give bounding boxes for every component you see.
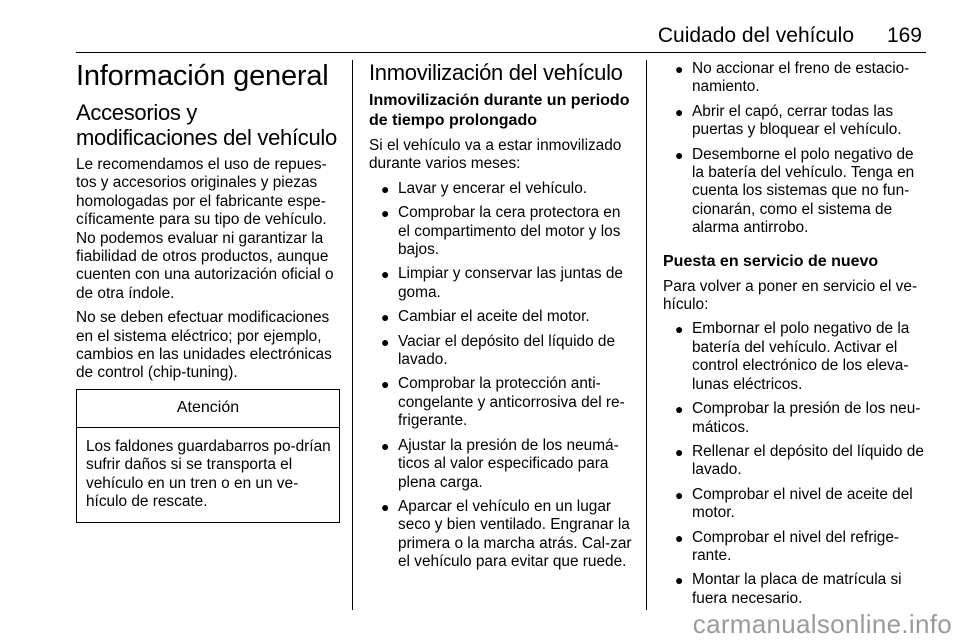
column-1: [76, 60, 340, 523]
bullet-list: [369, 180, 633, 572]
bullet-icon: ●: [675, 486, 684, 503]
bullet-icon: ●: [675, 61, 684, 77]
notice-box: [76, 389, 340, 523]
bullet-icon: ●: [381, 205, 390, 222]
bullet-icon: ●: [381, 376, 390, 393]
bullet-icon: ●: [675, 572, 684, 589]
bullet-icon: ●: [381, 498, 390, 515]
list-item: ● Comprobar la cera protectora en el compartimento del motor y los bajos.: [381, 204, 621, 259]
watermark: carmanualsonline.info: [692, 609, 952, 639]
list-item: ● Embornar el polo negativo de la batería del vehículo. Activar el control electrónico de los eleva-lunas eléctricos.: [675, 320, 910, 393]
list-item: ● No accionar el freno de estacio-namiento.: [675, 60, 910, 96]
paragraph: Si el vehículo va a estar inmovilizado durante varios meses:: [369, 137, 622, 173]
notice-body: Los faldones guardabarros po-drían sufrir daños si se transporta el vehículo en un tren o en un ve-hículo de rescate.: [86, 437, 331, 511]
list-item: ● Comprobar la presión de los neu-máticos.: [675, 400, 921, 436]
paragraph: Para volver a poner en servicio el ve-hículo:: [663, 277, 918, 314]
paragraph: Le recomendamos el uso de repues-tos y accesorios originales y piezas homologadas por el fabricante espe-cíficamente para su tipo de vehículo. No podemos evaluar ni garantizar la fiabilidad de otros productos, aunque cuenten con una autorización oficial o de otra índole.: [76, 156, 334, 302]
bullet-icon: ●: [675, 529, 684, 546]
bullet-icon: ●: [675, 443, 684, 460]
list-item: ● Ajustar la presión de los neumá-ticos al valor especificado para plena carga.: [381, 436, 619, 491]
list-item: ● Comprobar el nivel del refrige-rante.: [675, 528, 900, 564]
list-item: ● Cambiar el aceite del motor.: [381, 308, 590, 326]
page-header: [76, 20, 926, 53]
subsection-title: Inmovilización del vehículo: [369, 60, 623, 85]
list-item: ● Abrir el capó, cerrar todas las puertas y bloquear el vehículo.: [675, 102, 902, 139]
bullet-icon: ●: [381, 309, 390, 326]
column-divider: [352, 60, 353, 610]
list-item: ● Limpiar y conservar las juntas de goma.: [381, 265, 623, 301]
topic-heading: Inmovilización durante un periodo de tiempo prolongado: [369, 92, 630, 129]
subsection-title: Accesorios y modificaciones del vehículo: [76, 100, 337, 150]
list-item: ● Comprobar la protección anti-congelante y anticorrosiva del re-frigerante.: [381, 375, 625, 430]
bullet-list: [663, 60, 927, 238]
list-item: ● Montar la placa de matrícula si fuera necesario.: [675, 571, 902, 607]
page-number: 169: [886, 24, 922, 47]
topic-heading: Puesta en servicio de nuevo: [663, 252, 879, 270]
bullet-list: [663, 320, 927, 608]
list-item: ● Lavar y encerar el vehículo.: [381, 179, 588, 197]
bullet-icon: ●: [381, 333, 390, 350]
list-item: ● Aparcar el vehículo en un lugar seco y bien ventilado. Engranar la primera o la marcha atrás. Cal-zar el vehículo para evitar que ruede.: [381, 497, 632, 571]
bullet-icon: ●: [675, 321, 684, 338]
paragraph: No se deben efectuar modificaciones en el sistema eléctrico; por ejemplo, cambios en las unidades electrónicas de control (chip-tuning).: [76, 309, 332, 382]
bullet-icon: ●: [675, 146, 684, 163]
section-title: Información general: [76, 60, 329, 92]
bullet-icon: ●: [675, 401, 684, 418]
column-3: [663, 60, 927, 614]
list-item: ● Desemborne el polo negativo de la batería del vehículo. Tenga en cuenta los sistemas que no fun-cionarán, como el sistema de alarma antirrobo.: [675, 145, 915, 237]
bullet-icon: ●: [381, 437, 390, 454]
notice-title: Atención: [77, 390, 339, 428]
bullet-icon: ●: [381, 180, 390, 197]
bullet-icon: ●: [675, 103, 684, 120]
chapter-title: Cuidado del vehículo: [657, 24, 854, 47]
list-item: ● Vaciar el depósito del líquido de lavado.: [381, 332, 616, 369]
list-item: ● Comprobar el nivel de aceite del motor.: [675, 485, 913, 522]
bullet-icon: ●: [381, 266, 390, 283]
column-divider: [646, 60, 647, 610]
list-item: ● Rellenar el depósito del líquido de lavado.: [675, 442, 924, 479]
column-2: [369, 60, 633, 578]
